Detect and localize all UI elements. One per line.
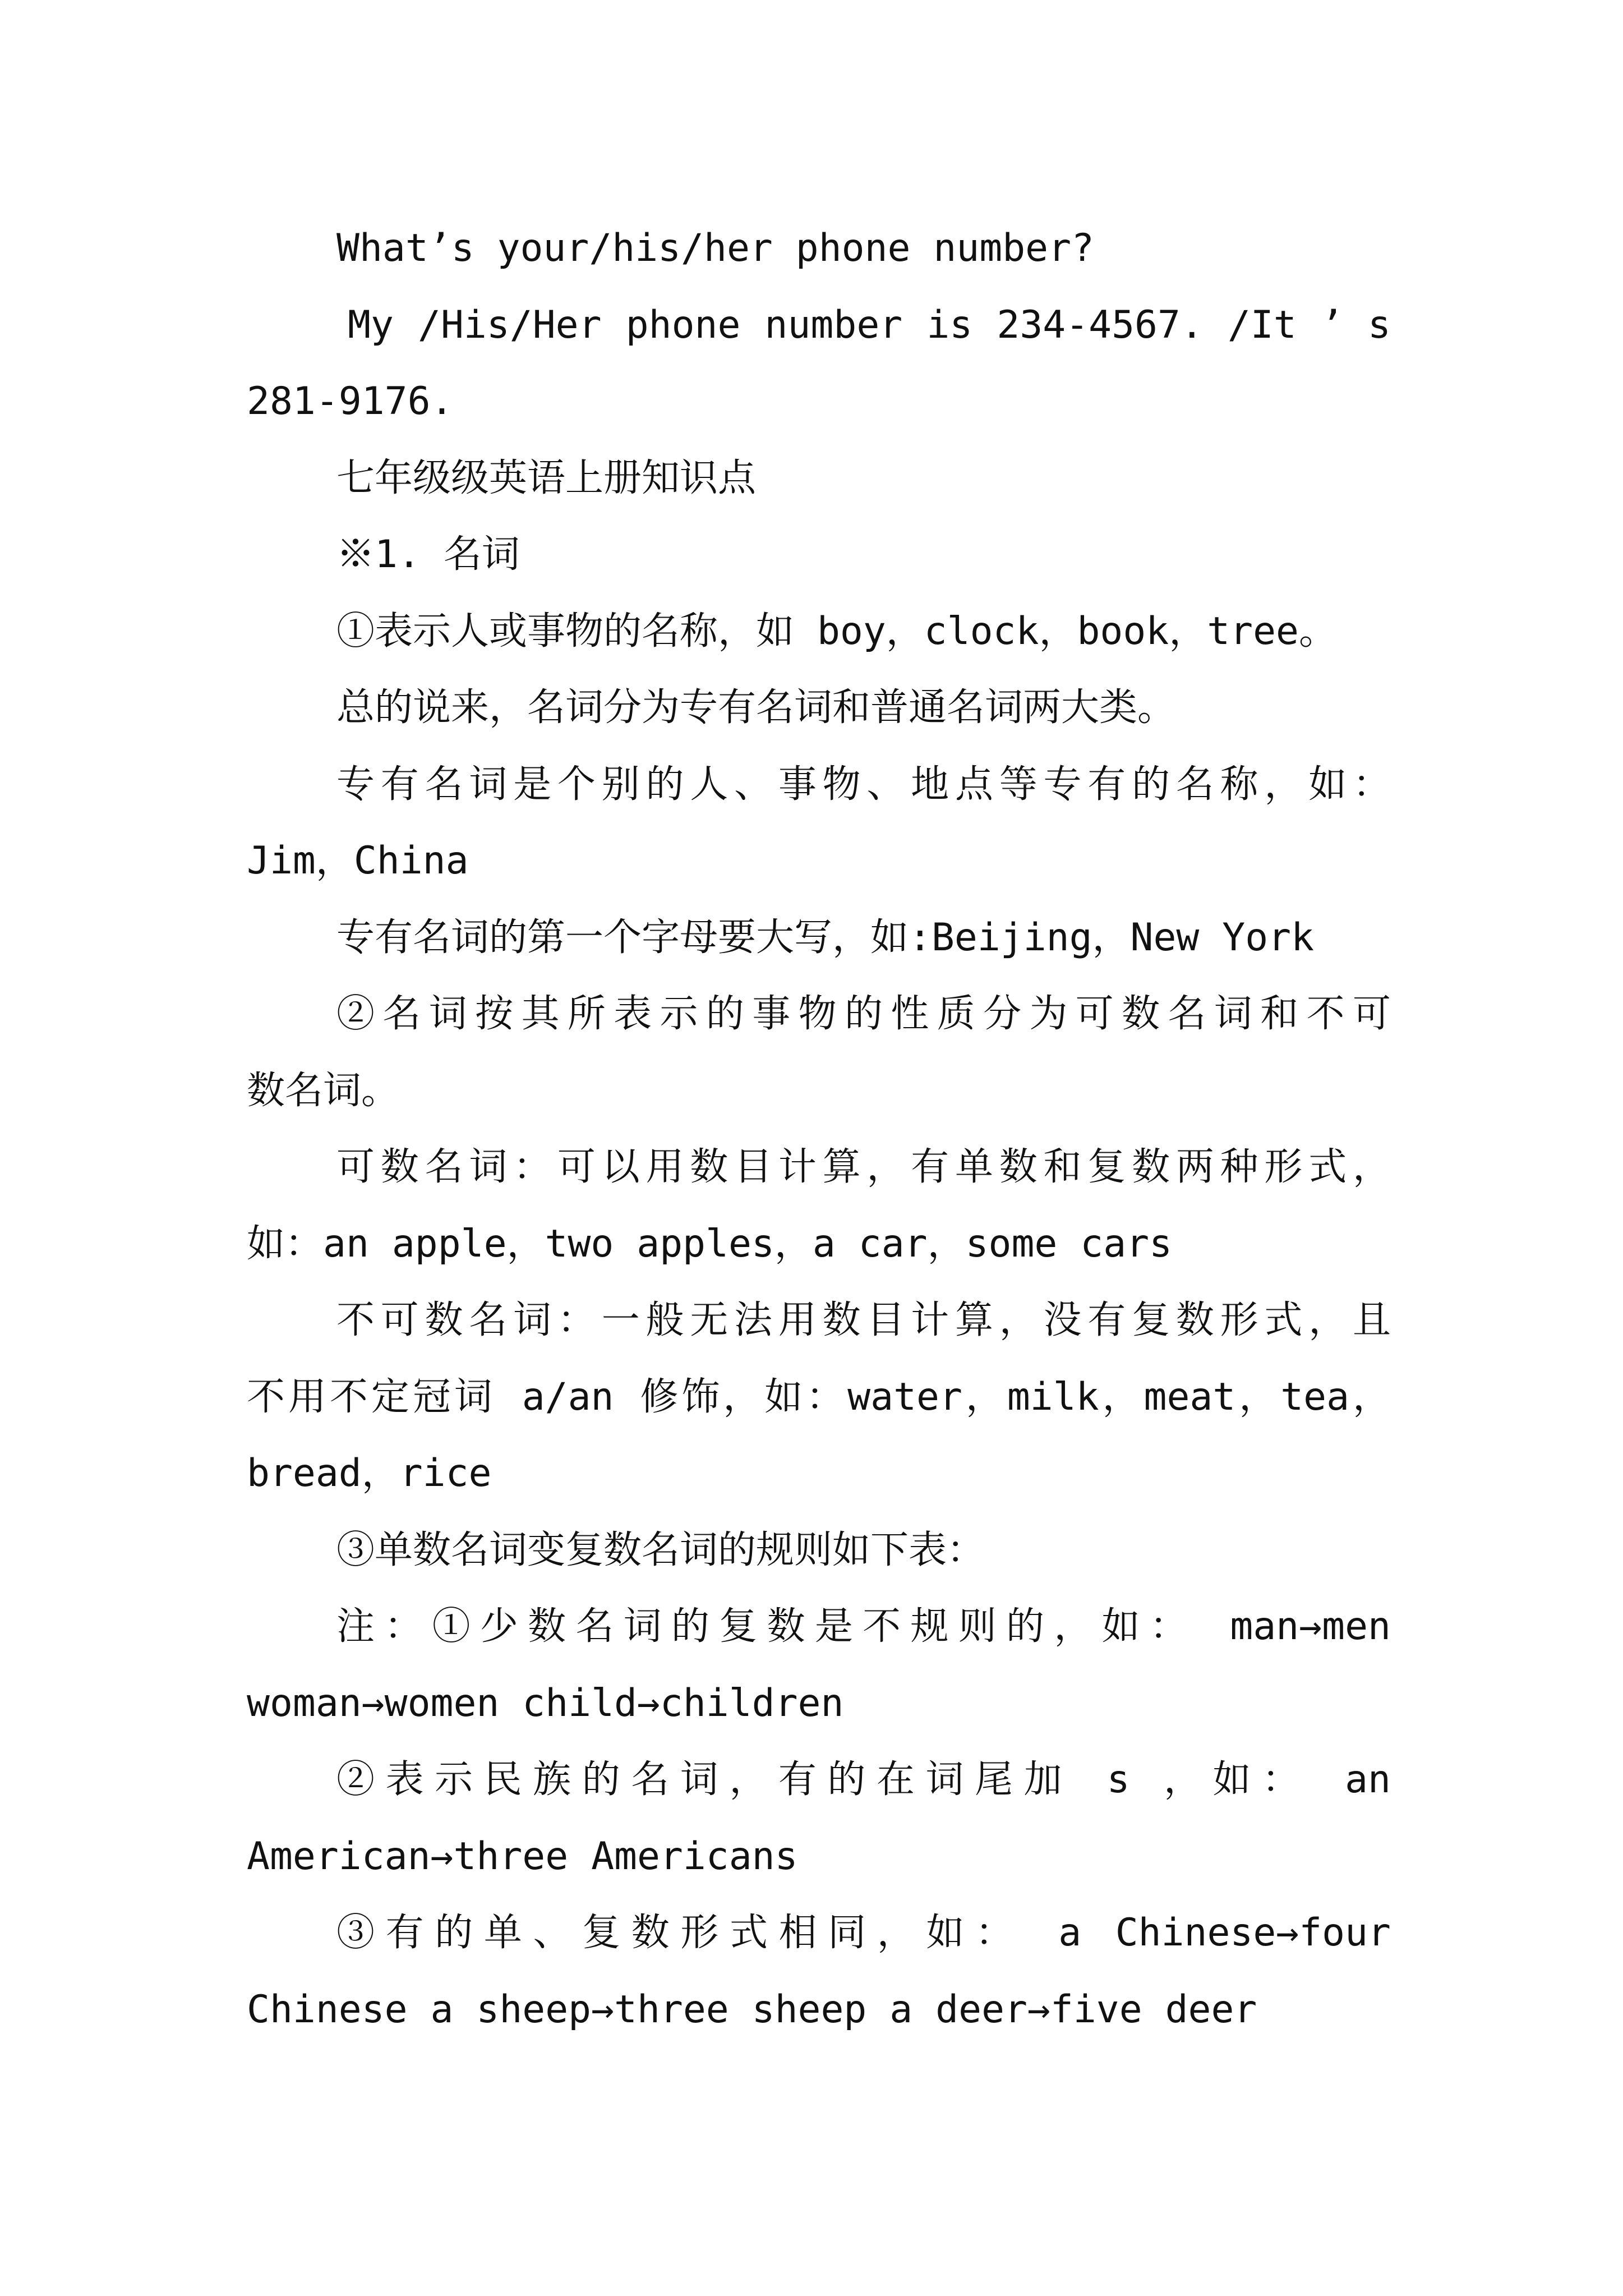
text-line: 专有名词是个别的人、事物、地点等专有的名称，如： (336, 762, 1391, 807)
subsection-heading: ※1. 名词 (336, 532, 520, 577)
text-line: ③有的单、复数形式相同，如： a Chinese→four (336, 1911, 1391, 1955)
text-line: 总的说来，名词分为专有名词和普通名词两大类。 (336, 685, 1176, 730)
text-line: bread，rice (247, 1451, 492, 1496)
text-line: What’s your/his/her phone number? (336, 226, 1095, 270)
text-line: Jim，China (247, 839, 469, 883)
text-line: ②表示民族的名词，有的在词尾加 s ，如： an (336, 1757, 1391, 1802)
text-line: ②名词按其所表示的事物的性质分为可数名词和不可 (336, 992, 1391, 1036)
text-line: 281-9176. (247, 379, 454, 424)
text-line: 注：①少数名词的复数是不规则的，如： man→men (336, 1604, 1391, 1649)
section-heading: 七年级级英语上册知识点 (336, 455, 757, 500)
text-line: 数名词。 (247, 1068, 400, 1113)
text-line: 不用不定冠词 a/an 修饰，如：water，milk，meat，tea， (247, 1374, 1391, 1419)
text-line: ③单数名词变复数名词的规则如下表： (336, 1527, 985, 1572)
text-line: My /His/Her phone number is 234-4567. /It ’ s (348, 302, 1391, 347)
text-line: 可数名词：可以用数目计算，有单数和复数两种形式， (336, 1145, 1391, 1189)
text-line: woman→women child→children (247, 1681, 844, 1726)
text-line: 专有名词的第一个字母要大写，如:Beijing，New York (336, 915, 1315, 960)
text-line: 不可数名词：一般无法用数目计算，没有复数形式，且 (336, 1298, 1391, 1342)
text-line: ①表示人或事物的名称，如 boy，clock，book，tree。 (336, 609, 1337, 654)
text-line: American→three Americans (247, 1834, 798, 1879)
body-text (247, 210, 1391, 2048)
text-line: Chinese a sheep→three sheep a deer→five deer (247, 1987, 1257, 2032)
text-line: 如：an apple，two apples，a car，some cars (247, 1221, 1173, 1266)
